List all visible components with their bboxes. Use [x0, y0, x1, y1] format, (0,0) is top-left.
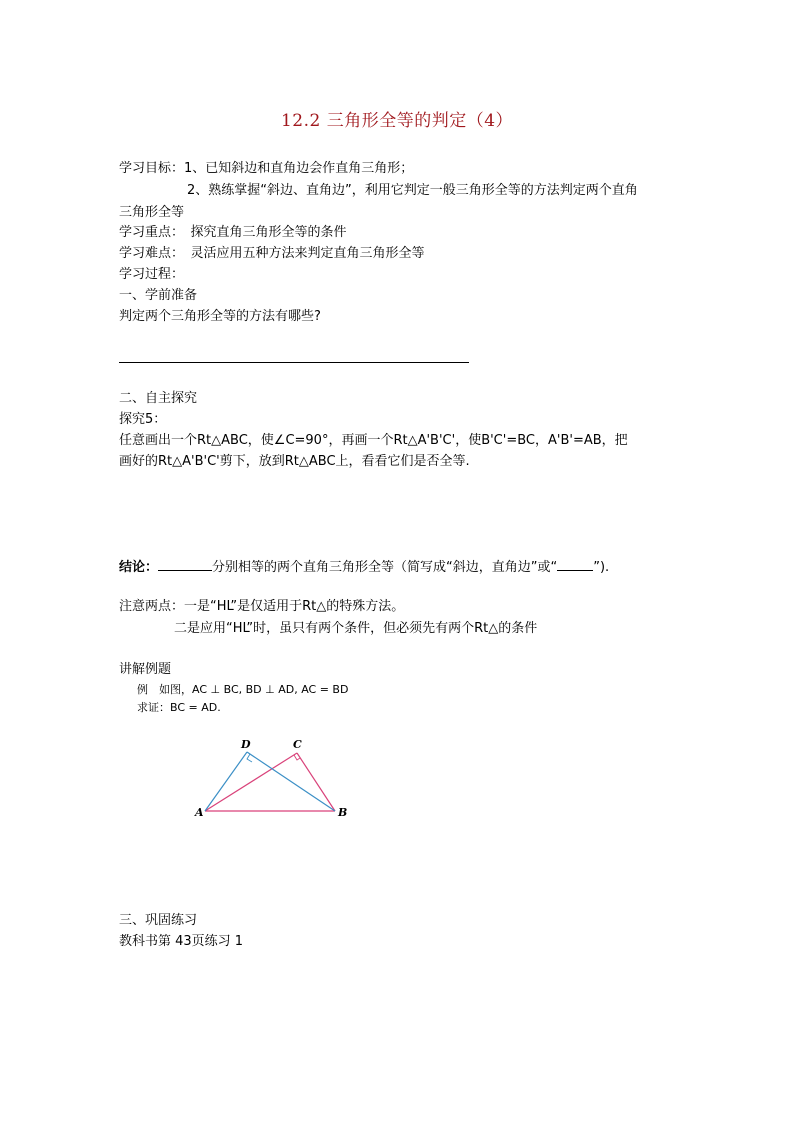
objective-2: 2、熟练掌握“斜边、直角边”，利用它判定一般三角形全等的方法判定两个直角	[187, 183, 638, 198]
conclusion-line	[119, 557, 609, 577]
segment-AD	[205, 752, 247, 811]
label-A: A	[195, 806, 204, 819]
answer-blank-line	[119, 362, 469, 363]
segment-DB	[247, 752, 335, 811]
page-title: 12.2 三角形全等的判定（4）	[280, 111, 514, 131]
question-1: 判定两个三角形全等的方法有哪些?	[119, 309, 321, 324]
triangle-figure	[190, 730, 360, 825]
note-2: 二是应用“HL”时，虽只有两个条件，但必须先有两个Rt△的条件	[174, 621, 538, 636]
section-2-heading: 二、自主探究	[119, 391, 198, 406]
example-heading: 讲解例题	[119, 662, 172, 677]
section-1-heading: 一、学前准备	[119, 288, 198, 303]
conclusion-blank-2	[557, 557, 593, 571]
exercise-text: 教科书第 43页练习 1	[119, 934, 244, 949]
learning-focus: 学习重点： 探究直角三角形全等的条件	[119, 225, 347, 240]
explore-line-1: 任意画出一个Rt△ABC，使∠C=90°，再画一个Rt△A'B'C'，使B'C'=BC，A'B'=AB，把	[119, 433, 628, 448]
label-B: B	[338, 806, 348, 819]
objective-1: 1、已知斜边和直角边会作直角三角形；	[184, 161, 414, 176]
learning-difficulty: 学习难点： 灵活应用五种方法来判定直角三角形全等	[119, 246, 425, 261]
explore-label: 探究5：	[119, 412, 167, 427]
objective-2-continued: 三角形全等	[119, 205, 185, 220]
explore-line-2: 画好的Rt△A'B'C'剪下，放到Rt△ABC上，看看它们是否全等.	[119, 454, 470, 469]
objectives-line-1	[119, 160, 413, 178]
conclusion-end: ”).	[593, 560, 610, 575]
note-1: 注意两点：一是“HL”是仅适用于Rt△的特殊方法。	[119, 599, 405, 614]
section-3-heading: 三、巩固练习	[119, 913, 198, 928]
conclusion-text: 分别相等的两个直角三角形全等（简写成“斜边，直角边”或“	[212, 560, 558, 575]
conclusion-blank-1	[158, 557, 212, 571]
example-prove: 求证：BC = AD.	[137, 701, 221, 714]
segment-CB	[297, 753, 335, 811]
label-D: D	[241, 738, 251, 751]
learning-process: 学习过程：	[119, 267, 185, 282]
objectives-label: 学习目标：	[119, 161, 185, 176]
conclusion-label: 结论：	[119, 560, 159, 575]
example-given: 例 如图，AC ⊥ BC, BD ⊥ AD, AC = BD	[137, 683, 349, 696]
label-C: C	[293, 738, 302, 751]
